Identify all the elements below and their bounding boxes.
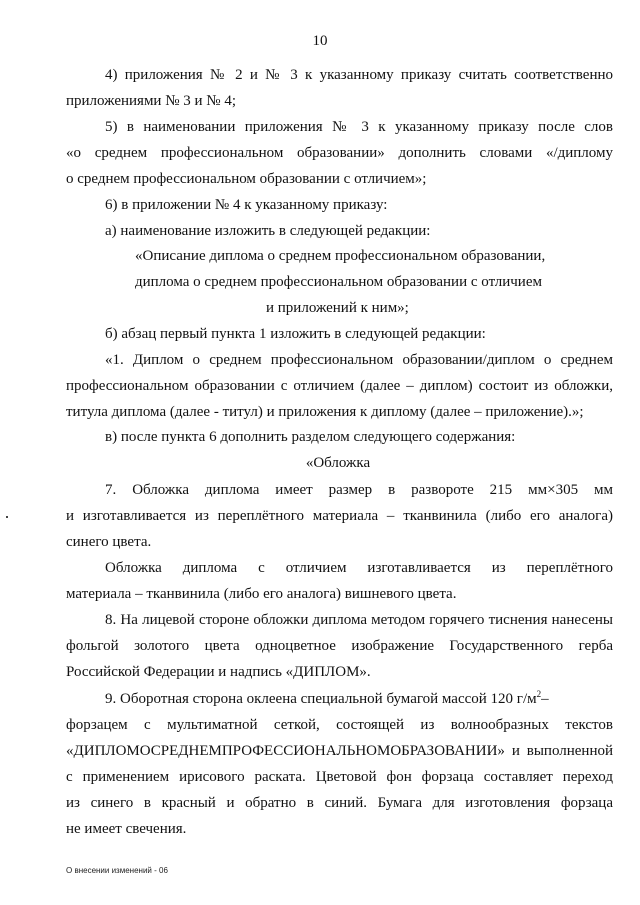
footer-note: О внесении изменений - 06 bbox=[66, 866, 168, 875]
superscript: 2 bbox=[536, 689, 542, 699]
text-line: титула диплома (далее - титул) и приложения к диплому (далее – приложение).»; bbox=[66, 404, 584, 420]
text-line: 8. На лицевой стороне обложки диплома методом горячего тиснения нанесены bbox=[105, 612, 613, 628]
text-line: Российской Федерации и надпись «ДИПЛОМ». bbox=[66, 664, 371, 680]
quote-line: и приложений к ним»; bbox=[266, 300, 409, 316]
text-line: «о среднем профессиональном образовании» дополнить словами «/диплому bbox=[66, 145, 613, 161]
text-line: не имеет свечения. bbox=[66, 821, 187, 837]
text-line-part: 9. Оборотная сторона оклеена специальной бумагой массой 120 г/м bbox=[105, 691, 537, 707]
section-heading: «Обложка bbox=[305, 455, 371, 471]
quote-line: «Описание диплома о среднем профессиональном образовании, bbox=[135, 248, 546, 264]
text-line: а) наименование изложить в следующей редакции: bbox=[105, 223, 431, 239]
text-line: приложениями № 3 и № 4; bbox=[66, 93, 237, 109]
text-line: фольгой золотого цвета одноцветное изображение Государственного герба bbox=[66, 638, 613, 654]
text-line: материала – тканвинила (либо его аналога) вишневого цвета. bbox=[66, 586, 457, 602]
text-line: в) после пункта 6 дополнить разделом следующего содержания: bbox=[105, 429, 516, 445]
text-line: синего цвета. bbox=[66, 534, 152, 550]
text-line: и изготавливается из переплётного материала – тканвинила (либо его аналога) bbox=[66, 508, 613, 524]
text-line: Обложка диплома с отличием изготавливается из переплётного bbox=[105, 560, 613, 576]
text-line: профессиональном образовании с отличием (далее – диплом) состоит из обложки, bbox=[66, 378, 613, 394]
dash: – bbox=[541, 691, 549, 707]
text-line: из синего в красный и обратно в синий. Бумага для изготовления форзаца bbox=[66, 795, 613, 811]
text-line: «ДИПЛОМОСРЕДНЕМПРОФЕССИОНАЛЬНОМОБРАЗОВАНИИ» и выполненной bbox=[66, 743, 613, 759]
text-line: «1. Диплом о среднем профессиональном образовании/диплом о среднем bbox=[105, 352, 613, 368]
text-line: 4) приложения № 2 и № 3 к указанному приказу считать соответственно bbox=[105, 67, 613, 83]
text-line bbox=[105, 686, 640, 712]
text-line: 6) в приложении № 4 к указанному приказу: bbox=[105, 197, 388, 213]
text-line: б) абзац первый пункта 1 изложить в следующей редакции: bbox=[105, 326, 486, 342]
text-line: с применением ирисового раската. Цветовой фон форзаца составляет переход bbox=[66, 769, 613, 785]
text-line: 5) в наименовании приложения № 3 к указанному приказу после слов bbox=[105, 119, 613, 135]
text-line: 7. Обложка диплома имеет размер в развороте 215 мм×305 мм bbox=[105, 482, 613, 498]
text-line: о среднем профессиональном образовании с отличием»; bbox=[66, 171, 427, 187]
page-number: 10 bbox=[312, 33, 328, 49]
scan-mark bbox=[6, 516, 8, 518]
quote-line: диплома о среднем профессиональном образовании с отличием bbox=[135, 274, 542, 290]
text-line: форзацем с мультиматной сеткой, состоящей из волнообразных текстов bbox=[66, 717, 613, 733]
